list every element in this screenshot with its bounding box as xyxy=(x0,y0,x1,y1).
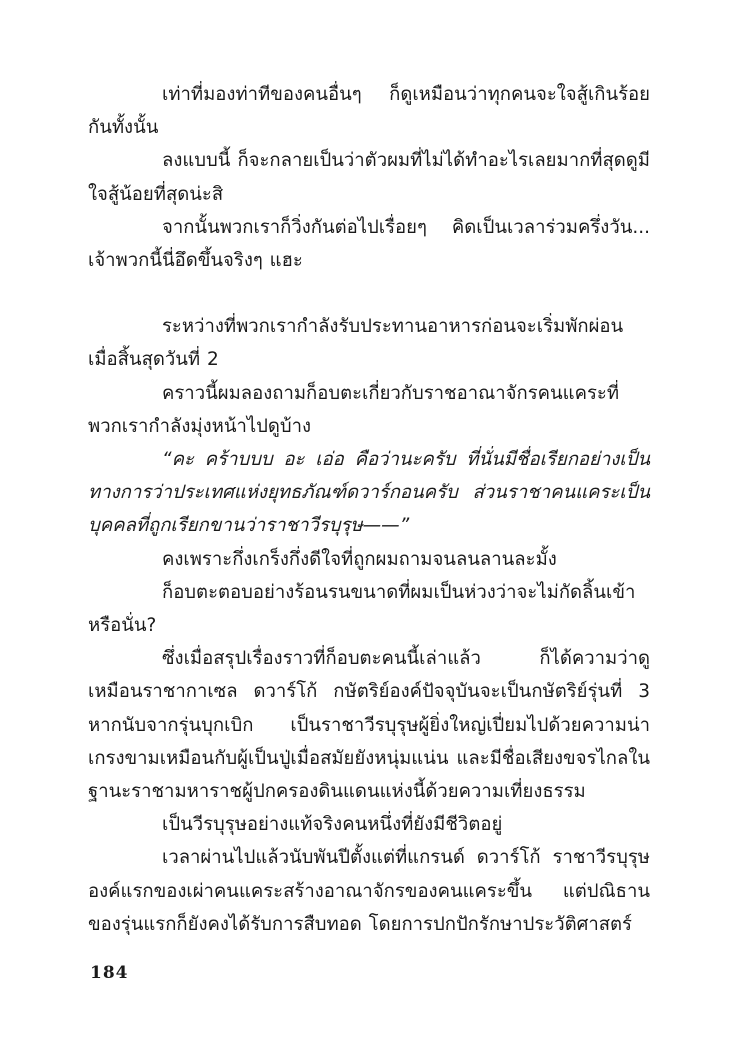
page-body xyxy=(88,78,650,941)
paragraph: ซึ่งเมื่อสรุปเรื่องราวที่ก็อบตะคนนี้เล่าแล้ว ก็ได้ความว่าดูเหมือนราชากาเซล ดวาร์โก้ กษัตริย์องค์ปัจจุบันจะเป็นกษัตริย์รุ่นที่ 3 หากนับจากรุ่นบุกเบิก เป็นราชาวีรบุรุษผู้ยิ่งใหญ่เปี่ยมไปด้วยความน่าเกรงขามเหมือนกับผู้เป็นปู่เมื่อสมัยยังหนุ่มแน่น และมีชื่อเสียงขจรไกลในฐานะราชามหาราชผู้ปกครองดินแดนแห่งนี้ด้วยความเที่ยงธรรม xyxy=(88,648,650,803)
paragraph: เท่าที่มองท่าทีของคนอื่นๆ ก็ดูเหมือนว่าทุกคนจะใจสู้เกินร้อยกันทั้งนั้น xyxy=(88,84,650,139)
paragraph: เวลาผ่านไปแล้วนับพันปีตั้งแต่ที่แกรนด์ ดวาร์โก้ ราชาวีรบุรุษองค์แรกของเผ่าคนแคระสร้างอาณาจักรของคนแคระขึ้น แต่ปณิธานของรุ่นแรกก็ยังคงได้รับการสืบทอด โดยการปกปักรักษาประวัติศาสตร์ xyxy=(88,847,650,935)
paragraph: เป็นวีรบุรุษอย่างแท้จริงคนหนึ่งที่ยังมีชีวิตอยู่ xyxy=(162,814,503,836)
section-break xyxy=(88,277,650,310)
paragraph: จากนั้นพวกเราก็วิ่งกันต่อไปเรื่อยๆ คิดเป็นเวลาร่วมครึ่งวัน... เจ้าพวกนี้นี่อึดขึ้นจริงๆ แฮะ xyxy=(88,216,650,272)
paragraph: ก็อบตะตอบอย่างร้อนรนขนาดที่ผมเป็นห่วงว่าจะไม่กัดลิ้นเข้าหรือนั่น? xyxy=(88,581,636,637)
paragraph: ลงแบบนี้ ก็จะกลายเป็นว่าตัวผมที่ไม่ได้ทำอะไรเลยมากที่สุดดูมีใจสู้น้อยที่สุดน่ะสิ xyxy=(88,150,650,205)
page-number: 184 xyxy=(90,963,129,983)
paragraph: ระหว่างที่พวกเรากำลังรับประทานอาหารก่อนจะเริ่มพักผ่อนเมื่อสิ้นสุดวันที่ 2 xyxy=(88,316,624,371)
paragraph: คราวนี้ผมลองถามก็อบตะเกี่ยวกับราชอาณาจักรคนแคระที่พวกเรากำลังมุ่งหน้าไปดูบ้าง xyxy=(88,382,620,437)
paragraph: คงเพราะกึ่งเกร็งกึ่งดีใจที่ถูกผมถามจนลนลานละมั้ง xyxy=(162,548,557,570)
dialogue-paragraph: “คะ คร้าบบบ อะ เอ่อ คือว่านะครับ ที่นั่นมีชื่อเรียกอย่างเป็นทางการว่าประเทศแห่งยุทธภัณฑ์ดวาร์กอนครับ ส่วนราชาคนแคระเป็นบุคคลที่ถูกเรียกขานว่าราชาวีรบุรุษ——” xyxy=(88,449,650,537)
